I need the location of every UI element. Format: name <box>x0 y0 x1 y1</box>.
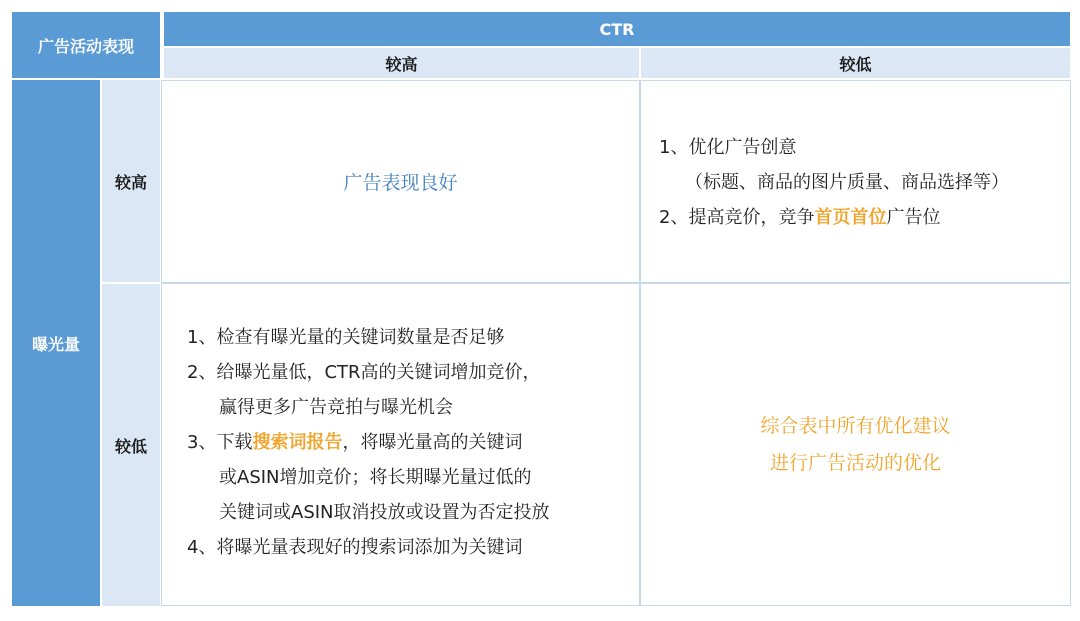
exposure-header <box>12 80 100 606</box>
cell-high-low-highlight: 首页首位 <box>814 207 887 228</box>
cell-high-low-line2: （标题、商品的图片质量、商品选择等） <box>685 172 1009 193</box>
ctr-low-header <box>641 48 1070 78</box>
cell-high-low-line1: 1、优化广告创意 <box>659 137 797 158</box>
cell-high-low-line3-pre: 2、提高竞价，竞争 <box>659 207 815 228</box>
corner-header-label: 广告活动表现 <box>37 36 134 56</box>
grid-line-bottom <box>162 605 1071 606</box>
ctr-header-label: CTR <box>599 19 635 39</box>
exposure-high-label: 较高 <box>114 172 147 192</box>
cell-low-low <box>641 284 1070 605</box>
exposure-label: 曝光量 <box>31 334 80 354</box>
exposure-low-label: 较低 <box>114 436 147 456</box>
cell-low-high-line7: 4、将曝光量表现好的搜索词添加为关键词 <box>187 537 523 558</box>
cell-low-high-highlight: 搜索词报告 <box>252 432 343 453</box>
cell-low-high-line4-pre: 3、下载 <box>187 432 253 453</box>
cell-low-high-line1: 1、检查有曝光量的关键词数量是否足够 <box>187 327 505 348</box>
cell-high-high-text: 广告表现良好 <box>343 172 458 194</box>
cell-low-high-line6: 关键词或ASIN取消投放或设置为否定投放 <box>219 502 550 523</box>
cell-low-high-line4 <box>187 425 627 460</box>
ctr-low-label: 较低 <box>839 54 872 74</box>
cell-low-high <box>187 320 627 565</box>
exposure-high-header <box>102 80 160 282</box>
grid-line-right <box>1070 80 1071 606</box>
cell-low-high-line2: 2、给曝光量低，CTR高的关键词增加竞价， <box>187 362 541 383</box>
cell-high-low-line3-post: 广告位 <box>886 207 941 228</box>
cell-low-low-line2: 进行广告活动的优化 <box>769 451 941 474</box>
ctr-high-header <box>164 48 639 78</box>
cell-low-low-line1: 综合表中所有优化建议 <box>760 414 951 437</box>
corner-header <box>12 12 160 78</box>
ctr-header <box>164 12 1070 46</box>
cell-high-low-line3 <box>659 200 1059 235</box>
cell-low-high-line5: 或ASIN增加竞价；将长期曝光量过低的 <box>219 467 532 488</box>
cell-high-low <box>659 130 1059 235</box>
cell-low-high-line3: 赢得更多广告竞拍与曝光机会 <box>219 397 453 418</box>
cell-high-high <box>162 81 639 282</box>
cell-low-high-line4-post: ，将曝光量高的关键词 <box>342 432 523 453</box>
exposure-low-header <box>102 284 160 606</box>
ctr-high-label: 较高 <box>385 54 418 74</box>
